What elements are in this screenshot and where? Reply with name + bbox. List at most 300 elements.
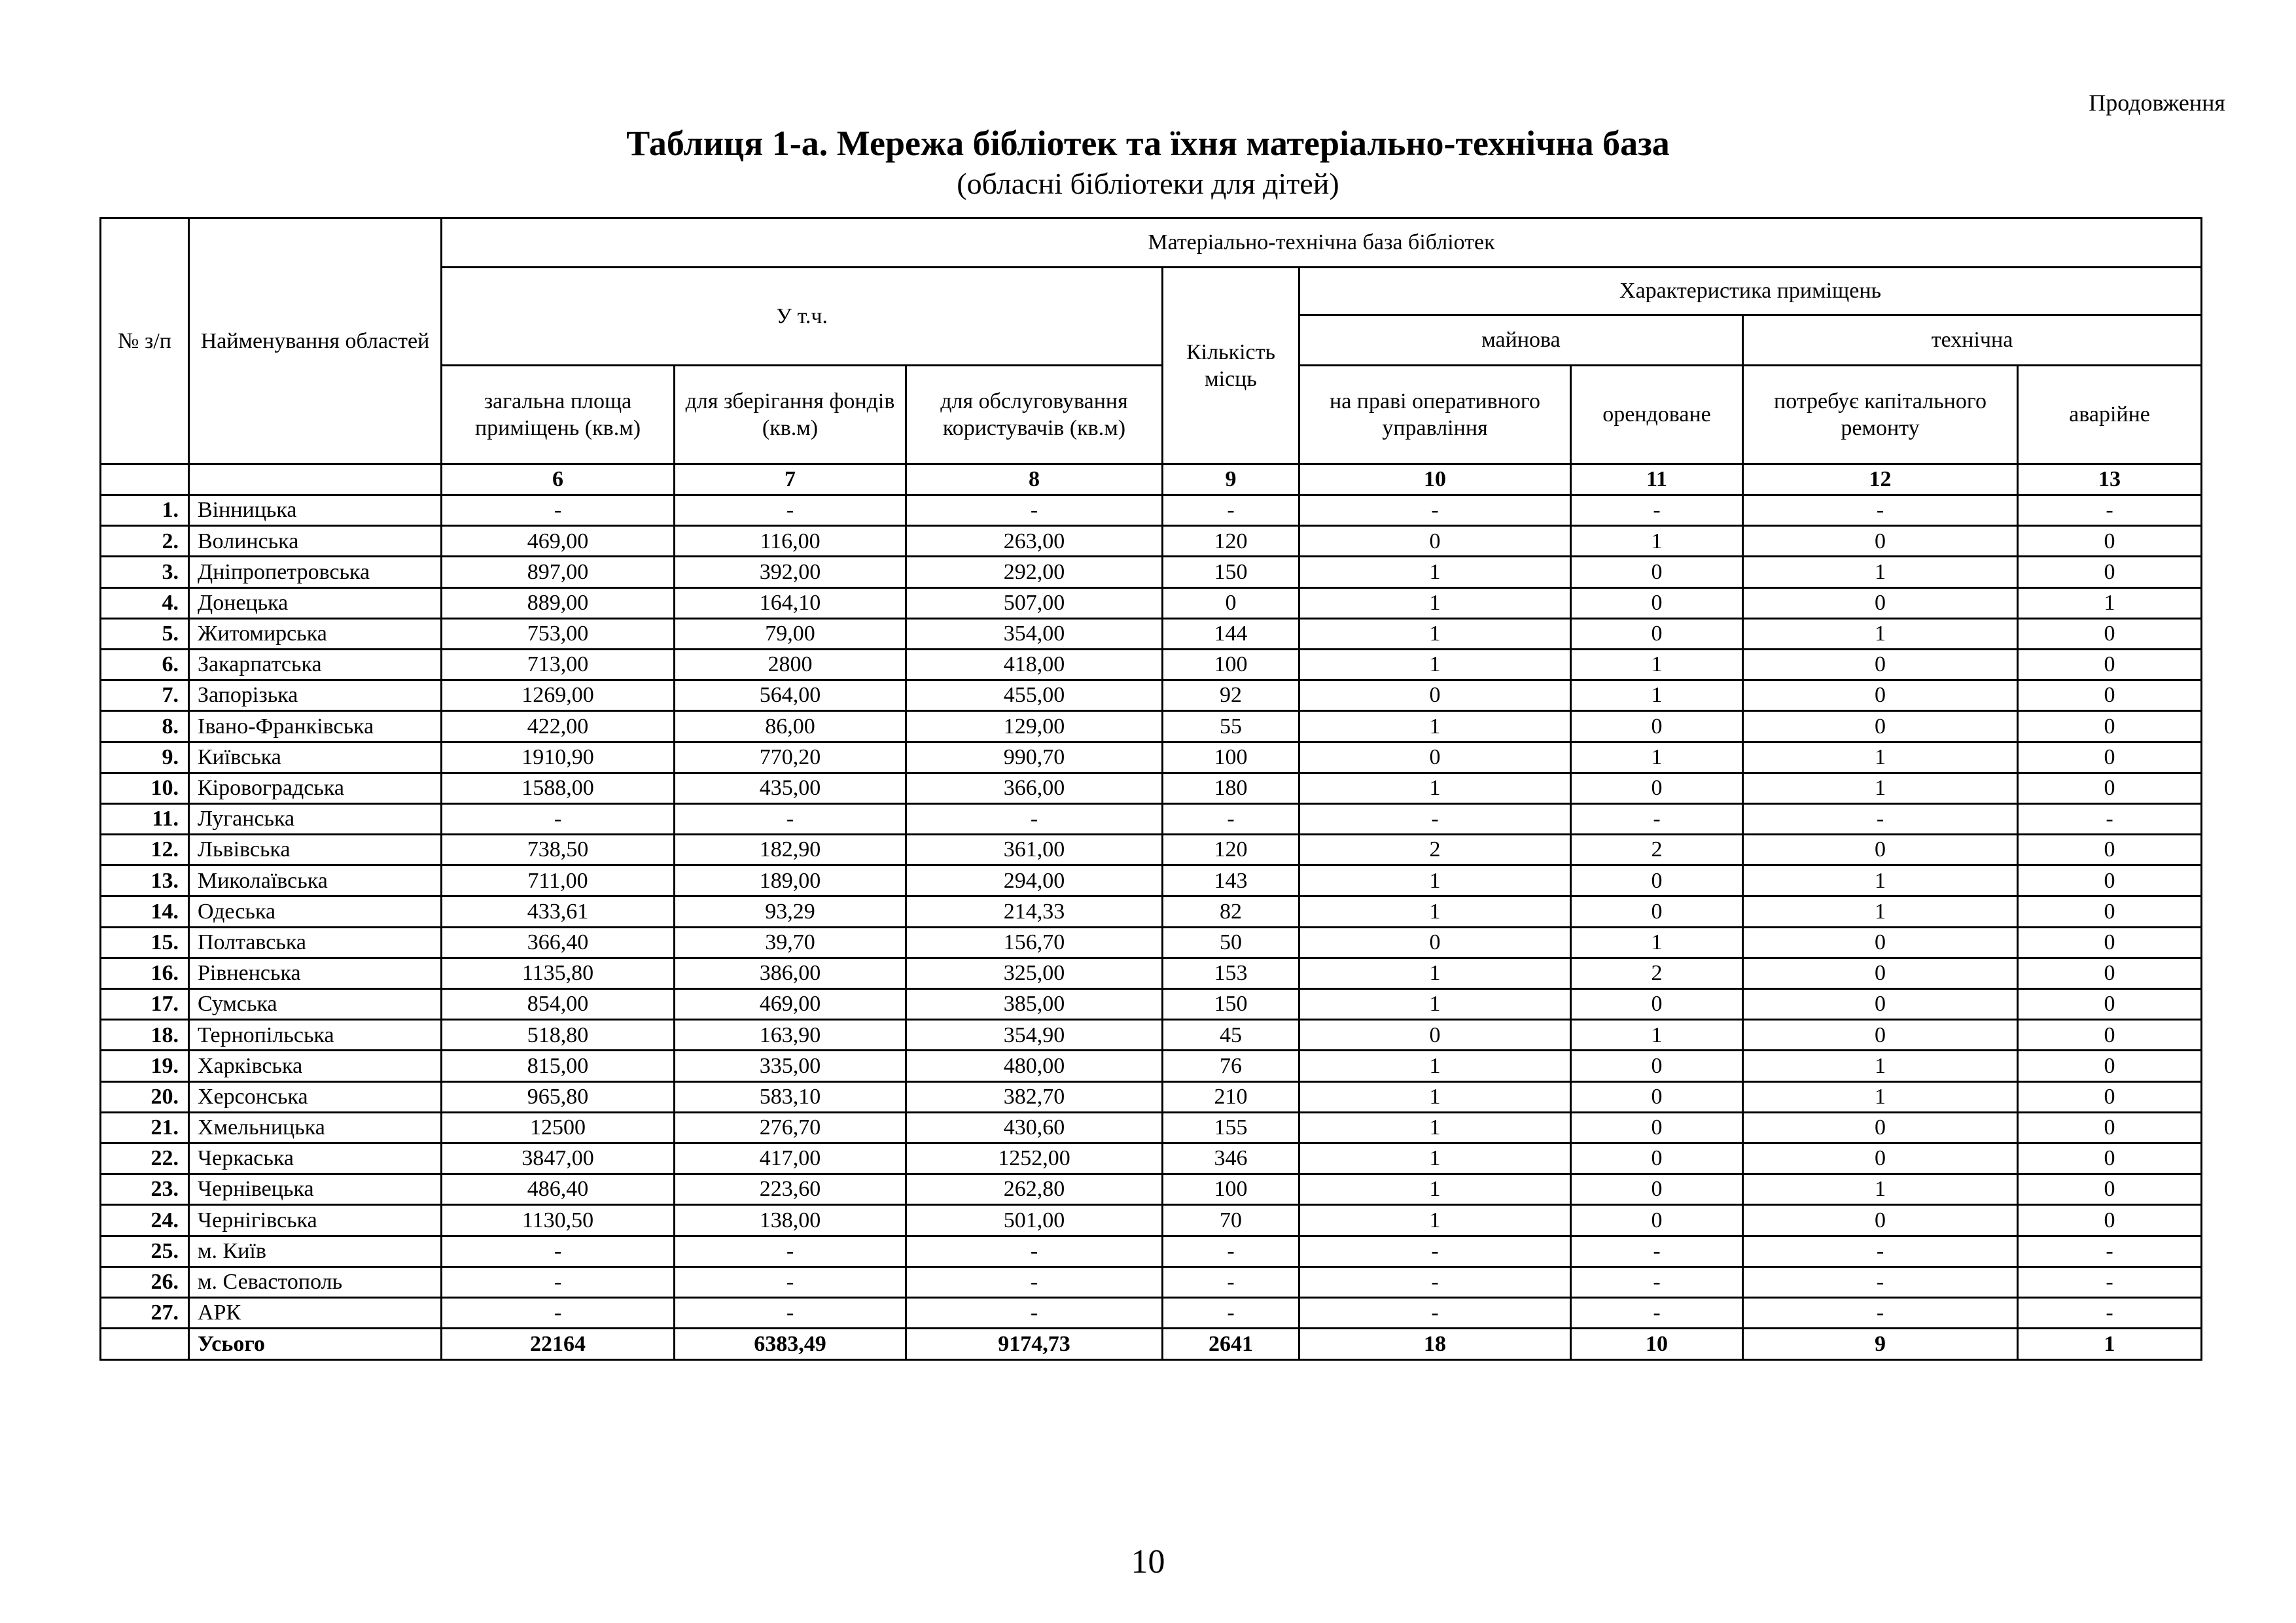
table-row [101,1236,2202,1266]
table-cell: 392,00 [675,557,906,587]
table-cell: 153 [1163,958,1299,988]
table-row [101,1266,2202,1297]
table-cell: 713,00 [442,649,675,680]
table-cell: 0 [1571,773,1743,803]
region-name: Запорізька [189,680,442,711]
table-cell: - [1571,803,1743,834]
region-name: Тернопільська [189,1020,442,1051]
column-number: 6 [442,464,675,495]
table-cell: 0 [2018,711,2202,742]
table-cell: - [906,1297,1163,1328]
table-row [101,1143,2202,1174]
table-cell: 22164 [442,1329,675,1360]
table-cell: 0 [2018,526,2202,557]
header-base: Матеріально-технічна база бібліотек [442,218,2202,268]
table-cell: 335,00 [675,1051,906,1081]
table-cell: - [2018,1297,2202,1328]
table-cell: 210 [1163,1081,1299,1112]
table-cell: - [442,1297,675,1328]
region-name: Волинська [189,526,442,557]
page-number: 10 [1131,1543,1165,1580]
table-cell: 163,90 [675,1020,906,1051]
table-cell: 93,29 [675,896,906,927]
table-cell: 0 [1571,1112,1743,1143]
table-cell: 138,00 [675,1205,906,1236]
table-cell: 583,10 [675,1081,906,1112]
table-cell: - [442,803,675,834]
column-number: 8 [906,464,1163,495]
table-cell: 6383,49 [675,1329,906,1360]
row-number: 2. [101,526,189,557]
table-cell: 100 [1163,742,1299,773]
table-cell: 0 [2018,1143,2202,1174]
table-cell: 1 [1299,618,1571,649]
table-cell: 9 [1743,1329,2018,1360]
table-row [101,896,2202,927]
table-cell: 82 [1163,896,1299,927]
table-row [101,835,2202,865]
table-cell: - [906,495,1163,526]
table-cell: 1 [1743,618,2018,649]
table-cell [189,464,442,495]
region-name: Львівська [189,835,442,865]
table-row [101,865,2202,896]
column-number: 10 [1299,464,1571,495]
table-cell: 79,00 [675,618,906,649]
region-name: Житомирська [189,618,442,649]
region-name: Закарпатська [189,649,442,680]
table-cell: 418,00 [906,649,1163,680]
table-cell: - [1743,495,2018,526]
row-number: 18. [101,1020,189,1051]
region-name: Рівненська [189,958,442,988]
table-cell: 965,80 [442,1081,675,1112]
row-number: 7. [101,680,189,711]
table-cell: 354,90 [906,1020,1163,1051]
table-cell: 361,00 [906,835,1163,865]
table-cell: 0 [2018,835,2202,865]
table-cell: - [442,495,675,526]
row-number: 26. [101,1266,189,1297]
table-cell: 1 [1299,649,1571,680]
table-cell: 753,00 [442,618,675,649]
table-cell: - [1163,1297,1299,1328]
table-cell: 180 [1163,773,1299,803]
table-cell: 433,61 [442,896,675,927]
table-cell: 0 [2018,1020,2202,1051]
table-cell: - [2018,1236,2202,1266]
table-cell: 262,80 [906,1174,1163,1205]
table-cell: 815,00 [442,1051,675,1081]
table-cell: - [442,1266,675,1297]
table-cell: 1 [1299,1112,1571,1143]
table-cell: 1 [1743,1081,2018,1112]
table-cell: 711,00 [442,865,675,896]
region-name: Київська [189,742,442,773]
table-cell: 120 [1163,526,1299,557]
table-cell: 276,70 [675,1112,906,1143]
column-number: 7 [675,464,906,495]
table-cell: 897,00 [442,557,675,587]
table-cell: - [1743,803,2018,834]
table-body [101,464,2202,1360]
header-total-area: загальна площа приміщень (кв.м) [442,366,675,464]
table-cell: 100 [1163,1174,1299,1205]
table-cell: 1 [1299,587,1571,618]
table-row [101,1297,2202,1328]
table-cell: 1135,80 [442,958,675,988]
table-cell: 182,90 [675,835,906,865]
region-name: Донецька [189,587,442,618]
table-row [101,1174,2202,1205]
table-cell: 0 [2018,865,2202,896]
table-cell: 1 [1299,958,1571,988]
table-cell: 1 [1571,649,1743,680]
table-cell: 120 [1163,835,1299,865]
table-cell: - [1743,1266,2018,1297]
table-cell: - [906,1236,1163,1266]
row-number: 10. [101,773,189,803]
table-cell: 0 [1571,587,1743,618]
table-cell: - [1743,1236,2018,1266]
row-number: 14. [101,896,189,927]
table-cell: 990,70 [906,742,1163,773]
table-cell: - [675,803,906,834]
table-cell: - [1571,495,1743,526]
table-cell: 55 [1163,711,1299,742]
table-cell: 1 [1299,711,1571,742]
table-cell: 486,40 [442,1174,675,1205]
region-name: Черкаська [189,1143,442,1174]
table-cell: 507,00 [906,587,1163,618]
table-cell: 382,70 [906,1081,1163,1112]
table-subtitle: (обласні бібліотеки для дітей) [957,167,1339,200]
row-number [101,1329,189,1360]
libraries-table [99,217,2202,1361]
table-cell: - [675,495,906,526]
table-cell: 0 [1743,1020,2018,1051]
table-cell: 1 [1571,742,1743,773]
table-cell: 129,00 [906,711,1163,742]
row-number: 27. [101,1297,189,1328]
table-row [101,1112,2202,1143]
table-cell: 2 [1299,835,1571,865]
table-row [101,1081,2202,1112]
table-title: Таблиця 1-а. Мережа бібліотек та їхня матеріально-технічна база [626,124,1670,163]
table-row [101,526,2202,557]
table-cell: 143 [1163,865,1299,896]
table-cell: 10 [1571,1329,1743,1360]
row-number: 17. [101,989,189,1020]
table-cell: 144 [1163,618,1299,649]
table-cell: 263,00 [906,526,1163,557]
table-row [101,989,2202,1020]
table-cell: 0 [2018,742,2202,773]
table-cell: 1 [1743,1174,2018,1205]
column-number: 9 [1163,464,1299,495]
table-cell: 1 [2018,587,2202,618]
table-cell: 0 [1743,526,2018,557]
table-cell: 1 [1299,896,1571,927]
table-cell: 0 [2018,557,2202,587]
region-name: АРК [189,1297,442,1328]
table-cell: 1 [1299,773,1571,803]
table-cell: 770,20 [675,742,906,773]
table-cell: 422,00 [442,711,675,742]
table-row [101,1051,2202,1081]
table-cell: 1269,00 [442,680,675,711]
table-row [101,742,2202,773]
table-cell: 45 [1163,1020,1299,1051]
table-cell: 0 [1743,835,2018,865]
table-cell: 501,00 [906,1205,1163,1236]
row-number: 15. [101,927,189,958]
table-cell: 76 [1163,1051,1299,1081]
table-cell: 738,50 [442,835,675,865]
table-cell: 386,00 [675,958,906,988]
table-cell: 1 [1299,1051,1571,1081]
table-cell: - [1571,1297,1743,1328]
row-number: 23. [101,1174,189,1205]
table-row [101,803,2202,834]
table-cell: 0 [2018,896,2202,927]
row-number: 19. [101,1051,189,1081]
table-cell: 150 [1163,989,1299,1020]
region-name: Одеська [189,896,442,927]
table-cell: 100 [1163,649,1299,680]
table-cell: 2 [1571,958,1743,988]
header-rented: орендоване [1571,366,1743,464]
row-number: 3. [101,557,189,587]
table-cell: 0 [1743,1205,2018,1236]
table-cell: 189,00 [675,865,906,896]
column-number: 12 [1743,464,2018,495]
table-cell: - [675,1266,906,1297]
table-cell: 0 [1571,1051,1743,1081]
row-number: 9. [101,742,189,773]
table-cell: 1 [1299,1174,1571,1205]
table-cell: 1 [1743,1051,2018,1081]
table-row [101,958,2202,988]
table-cell: 70 [1163,1205,1299,1236]
header-premises: Характеристика приміщень [1299,268,2202,315]
table-cell: 0 [1743,587,2018,618]
table-cell: 1588,00 [442,773,675,803]
row-number: 12. [101,835,189,865]
table-cell: 1 [1299,865,1571,896]
table-cell: 0 [1571,1081,1743,1112]
table-cell: 0 [1571,618,1743,649]
table-cell: 0 [1571,1174,1743,1205]
table-row [101,680,2202,711]
table-cell: 2800 [675,649,906,680]
table-cell: 417,00 [675,1143,906,1174]
header-emergency: аварійне [2018,366,2202,464]
table-row [101,773,2202,803]
table-cell: 116,00 [675,526,906,557]
table-cell: 1 [1299,1143,1571,1174]
table-cell: 0 [1571,1205,1743,1236]
table-cell: 214,33 [906,896,1163,927]
region-name: Миколаївська [189,865,442,896]
table-cell: - [1163,495,1299,526]
region-name: Усього [189,1329,442,1360]
table-cell: 0 [1743,958,2018,988]
table-cell: 1 [1571,680,1743,711]
table-cell: 1 [1571,927,1743,958]
table-cell: 1 [1743,865,2018,896]
table-cell: 0 [1571,1143,1743,1174]
table-cell: - [2018,803,2202,834]
region-name: Полтавська [189,927,442,958]
table-cell: - [1299,495,1571,526]
table-cell: 854,00 [442,989,675,1020]
table-cell: 354,00 [906,618,1163,649]
table-cell: 0 [1299,680,1571,711]
row-number: 6. [101,649,189,680]
column-number: 11 [1571,464,1743,495]
table-cell: 1910,90 [442,742,675,773]
table-cell: 0 [1299,927,1571,958]
table-cell: 1 [1743,742,2018,773]
table-cell: 0 [2018,927,2202,958]
column-number-row [101,464,2202,495]
table-cell: - [1299,803,1571,834]
table-cell: 12500 [442,1112,675,1143]
table-cell: 325,00 [906,958,1163,988]
row-number: 13. [101,865,189,896]
table-cell: 455,00 [906,680,1163,711]
table-cell: - [906,803,1163,834]
table-cell: 292,00 [906,557,1163,587]
table-cell: 294,00 [906,865,1163,896]
table-cell: 0 [2018,958,2202,988]
table-row [101,618,2202,649]
table-cell: 18 [1299,1329,1571,1360]
table-cell: - [675,1297,906,1328]
table-cell: 564,00 [675,680,906,711]
table-cell: - [1163,1266,1299,1297]
table-cell: 1 [1571,526,1743,557]
table-cell: 0 [2018,1081,2202,1112]
region-name: м. Севастополь [189,1266,442,1297]
header-incl: У т.ч. [442,268,1163,366]
table-cell: 385,00 [906,989,1163,1020]
header-num: № з/п [101,218,189,464]
region-name: Івано-Франківська [189,711,442,742]
table-cell: 518,80 [442,1020,675,1051]
table-cell: - [1571,1236,1743,1266]
table-cell: - [442,1236,675,1266]
header-service: для обслуговування користувачів (кв.м) [906,366,1163,464]
table-cell: 39,70 [675,927,906,958]
table-cell: 0 [1163,587,1299,618]
table-cell: 435,00 [675,773,906,803]
row-number: 25. [101,1236,189,1266]
table-cell: 0 [1571,896,1743,927]
table-cell: 0 [1571,865,1743,896]
table-cell: - [1299,1266,1571,1297]
table-cell: 1 [1743,557,2018,587]
table-row [101,587,2202,618]
table-cell: 0 [1299,742,1571,773]
table-cell: 1 [1299,1081,1571,1112]
row-number: 24. [101,1205,189,1236]
row-number: 16. [101,958,189,988]
row-number: 21. [101,1112,189,1143]
table-cell: 346 [1163,1143,1299,1174]
row-number: 4. [101,587,189,618]
table-cell: 366,40 [442,927,675,958]
table-cell: - [1299,1297,1571,1328]
table-cell: 0 [1571,711,1743,742]
row-number: 20. [101,1081,189,1112]
table-cell: 155 [1163,1112,1299,1143]
header-property: майнова [1299,315,1743,366]
table-cell: - [1163,1236,1299,1266]
table-cell: 0 [1743,927,2018,958]
table-cell [101,464,189,495]
region-name: Харківська [189,1051,442,1081]
table-cell: 1252,00 [906,1143,1163,1174]
table-cell: 2 [1571,835,1743,865]
region-name: Сумська [189,989,442,1020]
table-cell: 480,00 [906,1051,1163,1081]
table-cell: - [675,1236,906,1266]
table-cell: 0 [2018,1205,2202,1236]
table-cell: 2641 [1163,1329,1299,1360]
table-row [101,711,2202,742]
table-cell: 0 [2018,773,2202,803]
table-cell: 223,60 [675,1174,906,1205]
table-cell: 1 [1299,1205,1571,1236]
table-cell: 50 [1163,927,1299,958]
table-cell: 366,00 [906,773,1163,803]
row-number: 1. [101,495,189,526]
table-cell: 0 [1743,649,2018,680]
total-row [101,1329,2202,1360]
table-cell: 0 [1743,1112,2018,1143]
row-number: 22. [101,1143,189,1174]
table-cell: 469,00 [442,526,675,557]
table-row [101,1205,2202,1236]
row-number: 11. [101,803,189,834]
table-cell: 156,70 [906,927,1163,958]
region-name: Чернівецька [189,1174,442,1205]
table-cell: - [1163,803,1299,834]
region-name: м. Київ [189,1236,442,1266]
table-cell: 3847,00 [442,1143,675,1174]
table-cell: - [2018,1266,2202,1297]
table-cell: 0 [2018,1051,2202,1081]
region-name: Чернігівська [189,1205,442,1236]
table-cell: 0 [2018,989,2202,1020]
row-number: 8. [101,711,189,742]
region-name: Луганська [189,803,442,834]
table-cell: 1 [1299,989,1571,1020]
header-repair: потребує капітального ремонту [1743,366,2018,464]
table-cell: 469,00 [675,989,906,1020]
table-cell: 9174,73 [906,1329,1163,1360]
table-cell: 0 [1743,711,2018,742]
table-cell: - [1571,1266,1743,1297]
header-region: Найменування областей [189,218,442,464]
region-name: Херсонська [189,1081,442,1112]
table-row [101,495,2202,526]
table-row [101,1020,2202,1051]
table-cell: 1 [1743,896,2018,927]
table-cell: - [1743,1297,2018,1328]
